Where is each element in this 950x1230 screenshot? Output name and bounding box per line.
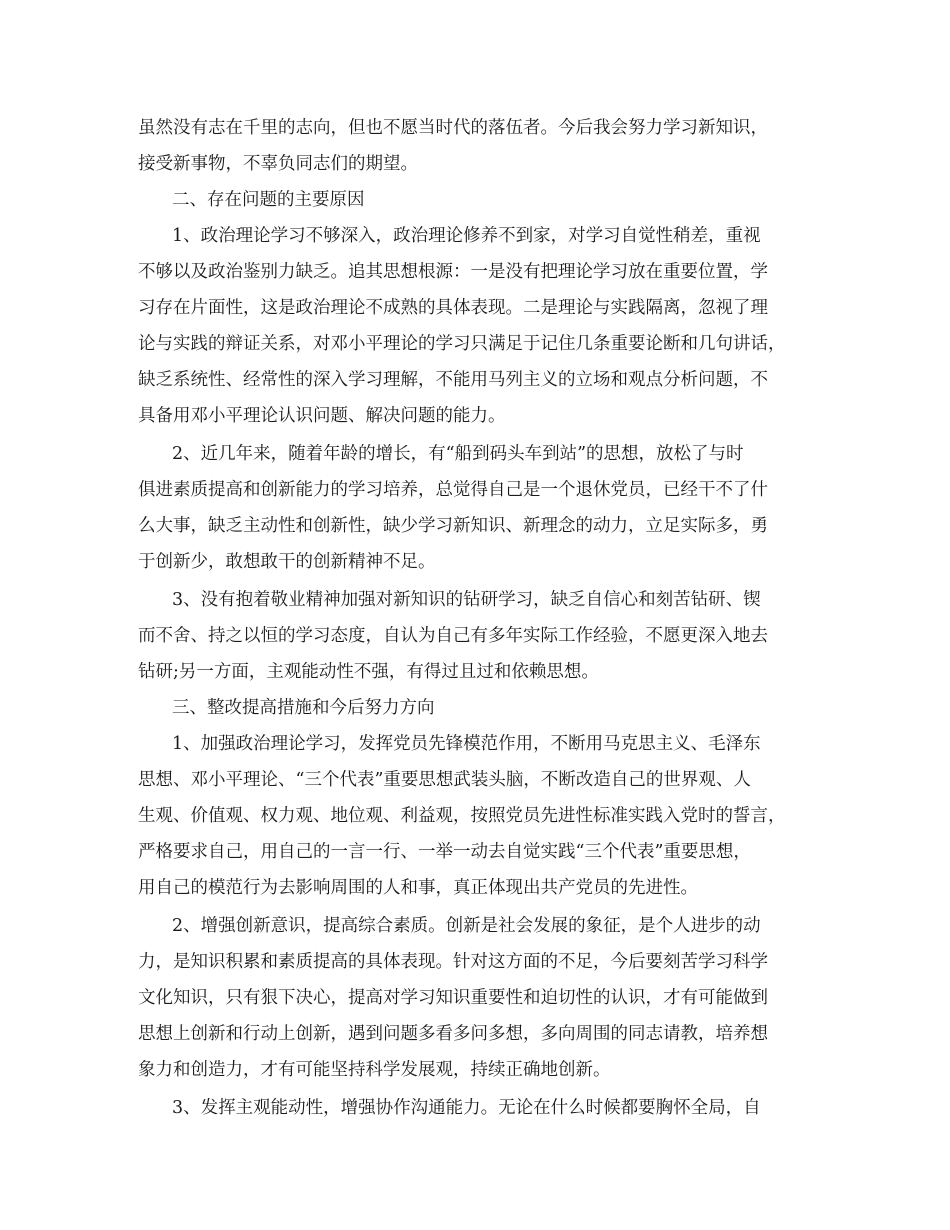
paragraph-line: 俱进素质提高和创新能力的学习培养，总觉得自己是一个退休党员，已经干不了什 [138,480,768,500]
paragraph-line: 3、没有抱着敬业精神加强对新知识的钻研学习，缺乏自信心和刻苦钻研、锲 [172,590,761,610]
paragraph-line: 于创新少，敢想敢干的创新精神不足。 [138,552,436,572]
paragraph-line: 用自己的模范行为去影响周围的人和事，真正体现出共产党员的先进性。 [138,878,698,898]
paragraph-line: 钻研;另一方面，主观能动性不强，有得过且过和依赖思想。 [138,662,599,682]
paragraph-line: 2、增强创新意识，提高综合素质。创新是社会发展的象征，是个人进步的动 [172,916,761,936]
paragraph-line: 思想、邓小平理论、“三个代表”重要思想武装头脑，不断改造自己的世界观、人 [138,770,751,790]
paragraph-line: 1、政治理论学习不够深入，政治理论修养不到家，对学习自觉性稍差，重视 [172,226,761,246]
paragraph-line: 文化知识，只有狠下决心，提高对学习知识重要性和迫切性的认识，才有可能做到 [138,988,768,1008]
section-heading: 二、存在问题的主要原因 [172,190,365,210]
paragraph-line: 么大事，缺乏主动性和创新性，缺少学习新知识、新理念的动力，立足实际多，勇 [138,516,768,536]
paragraph-line: 具备用邓小平理论认识问题、解决问题的能力。 [138,406,506,426]
paragraph-line: 不够以及政治鉴别力缺乏。追其思想根源：一是没有把理论学习放在重要位置，学 [138,262,768,282]
paragraph-line: 生观、价值观、权力观、地位观、利益观，按照党员先进性标准实践入党时的誓言， [138,806,786,826]
paragraph-line: 严格要求自己，用自己的一言一行、一举一动去自觉实践“三个代表”重要思想， [138,842,751,862]
paragraph-line: 象力和创造力，才有可能坚持科学发展观，持续正确地创新。 [138,1060,611,1080]
section-heading: 三、整改提高措施和今后努力方向 [172,698,435,718]
paragraph-line: 思想上创新和行动上创新，遇到问题多看多问多想，多向周围的同志请教，培养想 [138,1024,768,1044]
paragraph-line: 接受新事物，不辜负同志们的期望。 [138,154,418,174]
paragraph-line: 虽然没有志在千里的志向，但也不愿当时代的落伍者。今后我会努力学习新知识， [138,118,768,138]
paragraph-line: 而不舍、持之以恒的学习态度，自认为自己有多年实际工作经验，不愿更深入地去 [138,626,768,646]
paragraph-line: 习存在片面性，这是政治理论不成熟的具体表现。二是理论与实践隔离，忽视了理 [138,298,768,318]
paragraph-line: 论与实践的辩证关系，对邓小平理论的学习只满足于记住几条重要论断和几句讲话， [138,334,786,354]
paragraph-line: 力，是知识积累和素质提高的具体表现。针对这方面的不足，今后要刻苦学习科学 [138,952,768,972]
paragraph-line: 2、近几年来，随着年龄的增长，有“船到码头车到站”的思想，放松了与时 [172,444,744,464]
paragraph-line: 缺乏系统性、经常性的深入学习理解，不能用马列主义的立场和观点分析问题，不 [138,370,768,390]
paragraph-line: 1、加强政治理论学习，发挥党员先锋模范作用，不断用马克思主义、毛泽东 [172,734,761,754]
paragraph-line: 3、发挥主观能动性，增强协作沟通能力。无论在什么时候都要胸怀全局，自 [172,1098,761,1118]
